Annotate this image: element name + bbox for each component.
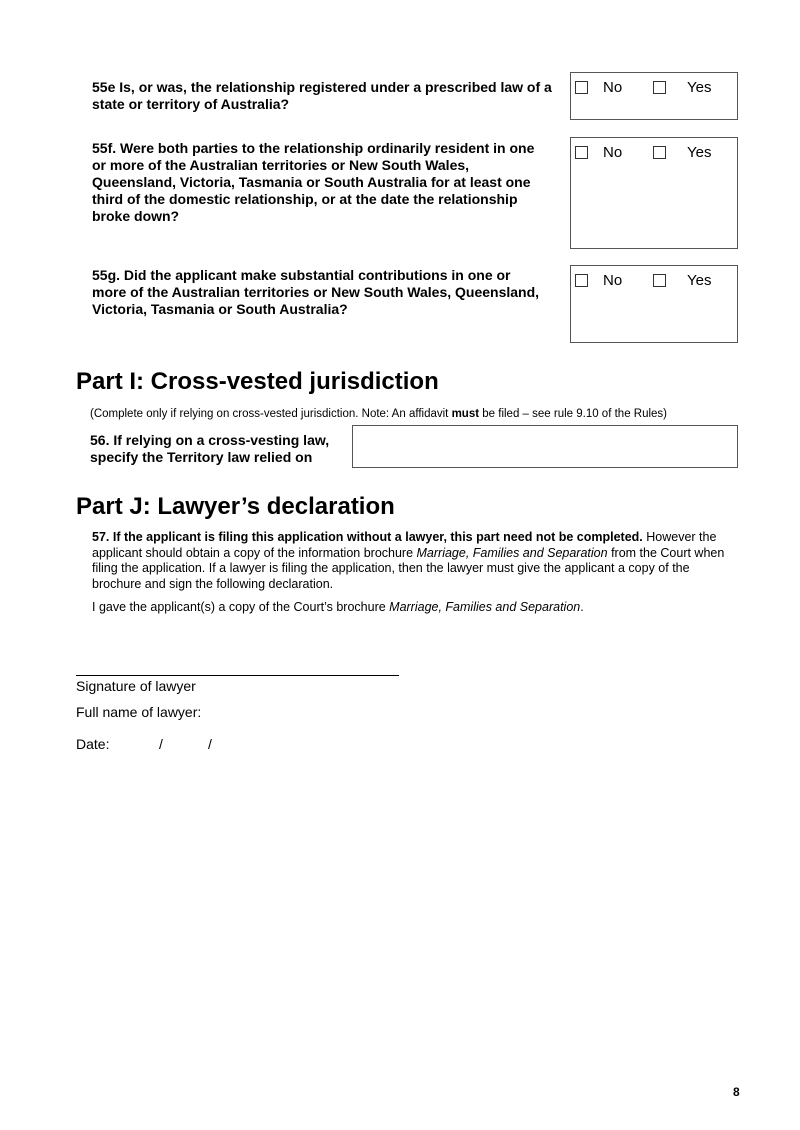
question-56-line1: 56. If relying on a cross-vesting law, (90, 432, 330, 448)
date-separator-1: / (159, 736, 163, 752)
signature-label: Signature of lawyer (76, 678, 196, 694)
question-57-text-a: However the applicant should obtain a copy of the information brochure (92, 530, 717, 560)
question-55f: 55f. Were both parties to the relationship ordinarily resident in one or more of the Australian territories or New South Wales, Queensland, Victoria, Tasmania or South Australia for at least one third of the domestic relationship, or at the date the relationship broke down? (92, 140, 535, 224)
option-label-yes: Yes (687, 272, 712, 289)
date-separator-2: / (208, 736, 212, 752)
answer-box-55g (570, 265, 738, 343)
signature-line[interactable] (76, 675, 399, 676)
checkbox-55g-yes[interactable] (653, 274, 666, 287)
part-i-note-a: (Complete only if relying on cross-vested jurisdiction. Note: An affidavit (90, 408, 452, 420)
question-57-text-b: from the Court when filing the application. If a lawyer is filing the application, then the lawyer must give the applicant a copy of the brochure and sign the following declaration. (92, 545, 725, 591)
declaration-text-b: . (580, 600, 584, 614)
checkbox-55f-no[interactable] (575, 146, 588, 159)
declaration (92, 600, 742, 616)
question-57-italic: Marriage, Families and Separation (416, 545, 608, 560)
checkbox-55e-no[interactable] (575, 81, 588, 94)
question-55e: 55e Is, or was, the relationship registered under a prescribed law of a state or territory of Australia? (92, 79, 552, 112)
option-label-yes: Yes (687, 144, 712, 161)
territory-law-field[interactable] (352, 425, 738, 468)
part-i-note (90, 407, 750, 421)
question-57 (92, 530, 742, 592)
question-55g: 55g. Did the applicant make substantial contributions in one or more of the Australian territories or New South Wales, Queensland, Victoria, Tasmania or South Australia? (92, 267, 540, 317)
question-57-bold: 57. If the applicant is filing this application without a lawyer, this part need not be completed. (92, 530, 643, 544)
answer-box-55e (570, 72, 738, 120)
option-label-yes: Yes (687, 79, 712, 96)
declaration-italic: Marriage, Families and Separation (389, 600, 581, 614)
checkbox-55f-yes[interactable] (653, 146, 666, 159)
question-56-line2: specify the Territory law relied on (90, 449, 313, 465)
checkbox-55e-yes[interactable] (653, 81, 666, 94)
part-i-title: Part I: Cross-vested jurisdiction (76, 368, 439, 395)
checkbox-55g-no[interactable] (575, 274, 588, 287)
option-label-no: No (603, 272, 623, 289)
part-i-note-bold: must (451, 408, 480, 420)
full-name-label: Full name of lawyer: (76, 704, 202, 720)
answer-box-55f (570, 137, 738, 249)
option-label-no: No (603, 144, 623, 161)
part-j-title: Part J: Lawyer’s declaration (76, 493, 395, 520)
part-i-note-b: be filed – see rule 9.10 of the Rules) (479, 408, 668, 420)
date-label: Date: (76, 736, 110, 752)
page-number: 8 (733, 1085, 740, 1099)
option-label-no: No (603, 79, 623, 96)
declaration-text-a: I gave the applicant(s) a copy of the Court’s brochure (92, 600, 390, 614)
question-56 (90, 432, 352, 466)
